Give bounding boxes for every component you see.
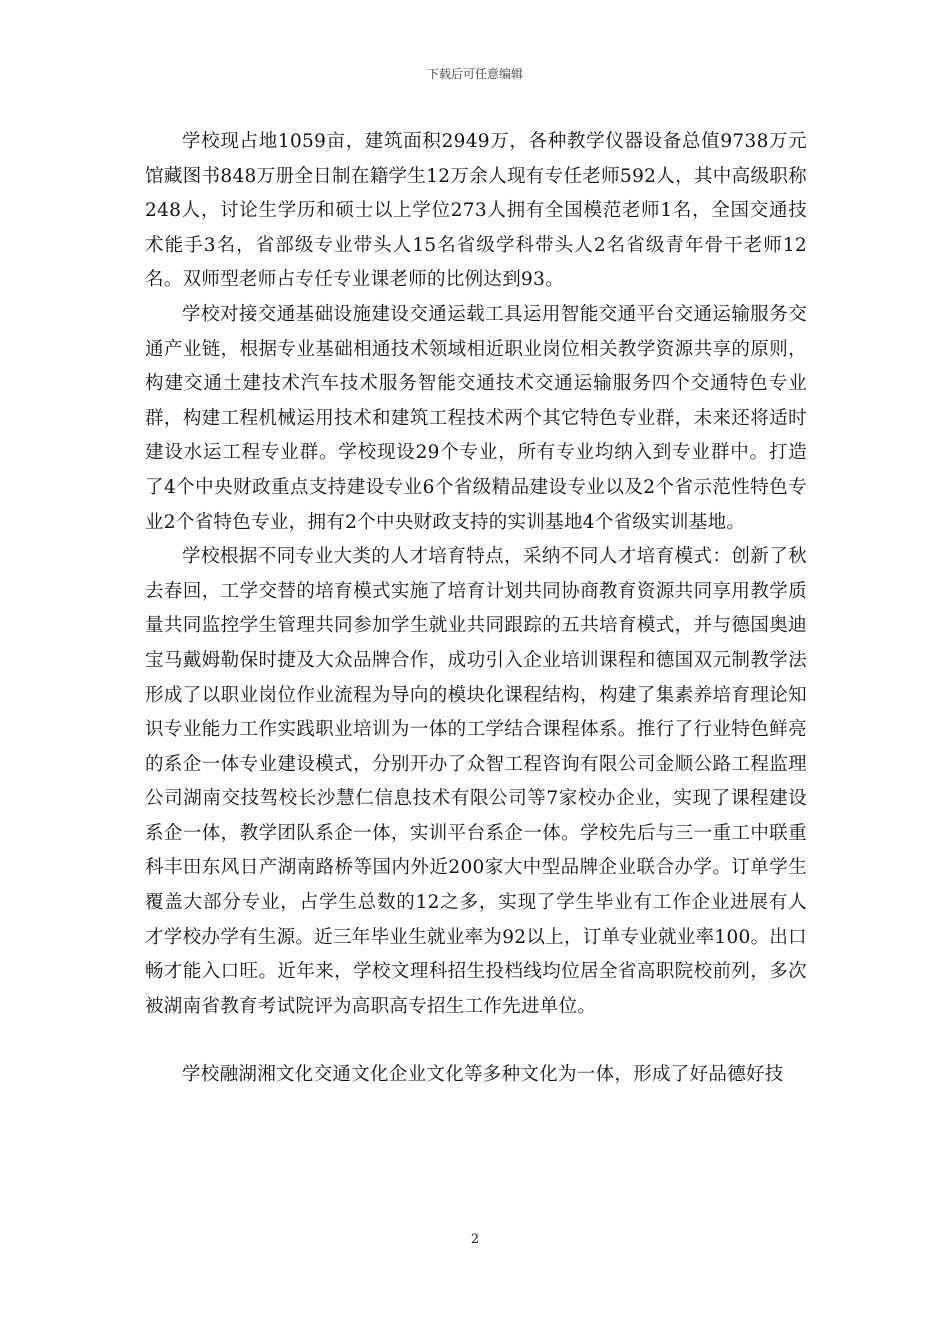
document-body [145,125,807,1093]
paragraph-specialty-groups: 学校对接交通基础设施建设交通运载工具运用智能交通平台交通运输服务交通产业链，根据专业基础相通技术领域相近职业岗位相关教学资源共享的原则，构建交通土建技术汽车技术服务智能交通技术交通运输服务四个交通特色专业群，构建工程机械运用技术和建筑工程技术两个其它特色专业群，未来还将适时建设水运工程专业群。学校现设29个专业，所有专业均纳入到专业群中。打造了4个中央财政重点支持建设专业6个省级精品建设专业以及2个省示范性特色专业2个省特色专业，拥有2个中央财政支持的实训基地4个省级实训基地。 [145,303,807,533]
paragraph-culture: 学校融湖湘文化交通文化企业文化等多种文化为一体，形成了好品德好技 [182,1064,784,1086]
paragraph-gap [145,1024,807,1058]
page-number: 2 [470,1232,480,1247]
paragraph-training-models: 学校根据不同专业大类的人才培育特点，采纳不同人才培育模式：创新了秋去春回，工学交替的培育模式实施了培育计划共同协商教育资源共同享用教学质量共同监控学生管理共同参加学生就业共同跟踪的五共培育模式，并与德国奥迪宝马戴姆勒保时捷及大众品牌合作，成功引入企业培训课程和德国双元制教学法形成了以职业岗位作业流程为导向的模块化课程结构，构建了集素养培育理论知识专业能力工作实践职业培训为一体的工学结合课程体系。推行了行业特色鲜亮的系企一体专业建设模式，分别开办了众智工程咨询有限公司金顺公路工程监理公司湖南交技驾校长沙慧仁信息技术有限公司等7家校办企业，实现了课程建设系企一体，教学团队系企一体，实训平台系企一体。学校先后与三一重工中联重科丰田东风日产湖南路桥等国内外近200家大中型品牌企业联合办学。订单学生覆盖大部分专业，占学生总数的12之多，实现了学生毕业有工作企业进展有人才学校办学有生源。近三年毕业生就业率为92以上，订单专业就业率100。出口畅才能入口旺。近年来，学校文理科招生投档线均位居全省高职院校前列，多次被湖南省教育考试院评为高职高专招生工作先进单位。 [145,546,807,1017]
page-header: 下载后可任意编辑 [426,67,523,81]
paragraph-campus-facts: 学校现占地1059亩，建筑面积2949万，各种教学仪器设备总值9738万元馆藏图书848万册全日制在籍学生12万余人现有专任老师592人，其中高级职称248人，讨论生学历和硕士以上学位273人拥有全国模范老师1名，全国交通技术能手3名，省部级专业带头人15名省级学科带头人2名省级青年骨干老师12名。双师型老师占专任专业课老师的比例达到93。 [145,131,807,291]
